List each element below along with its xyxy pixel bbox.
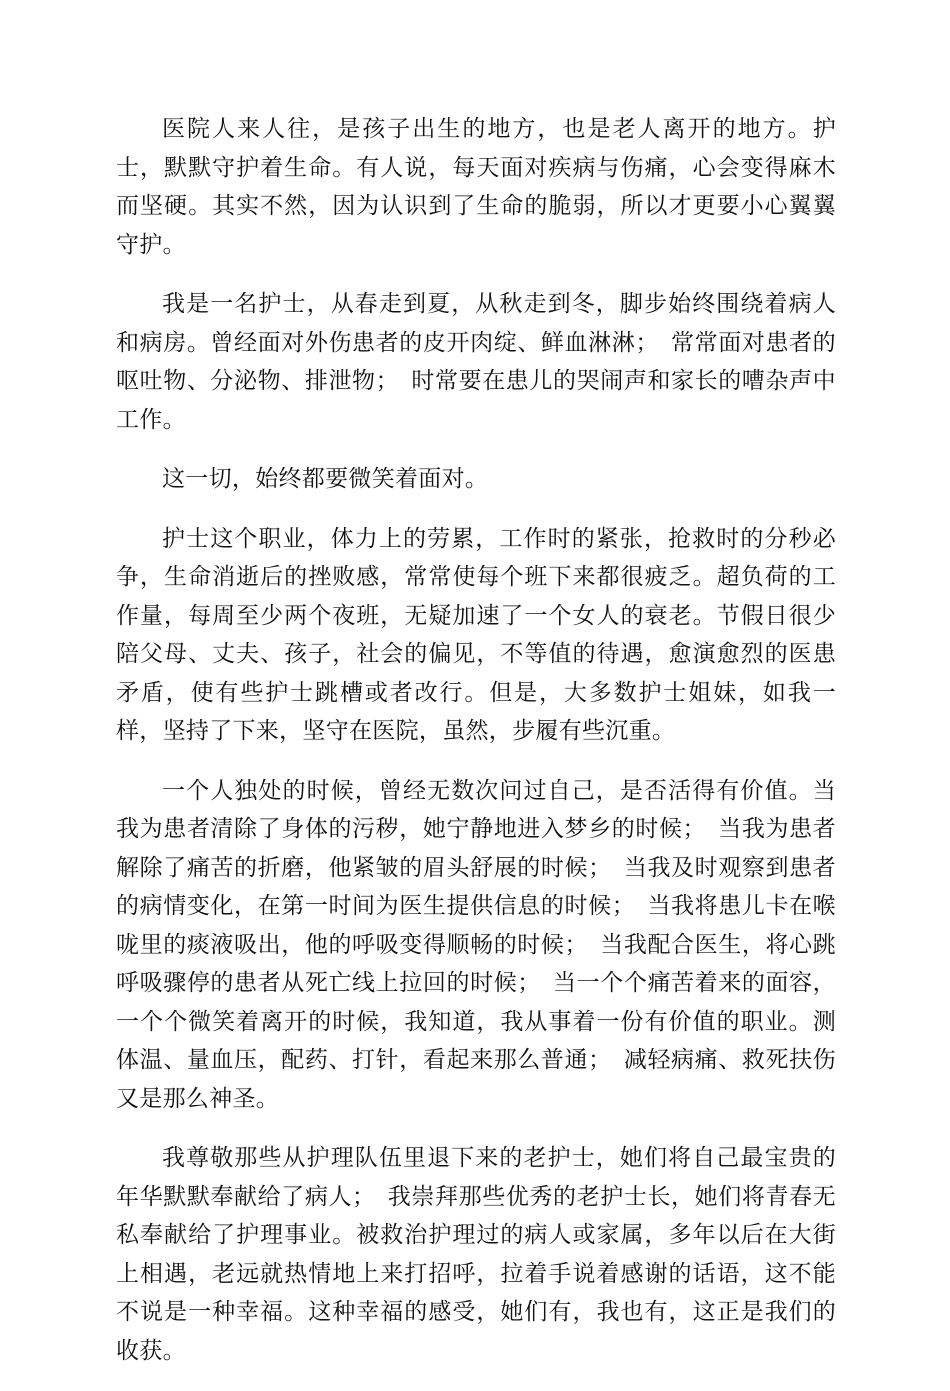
paragraph-2: 我是一名护士，从春走到夏，从秋走到冬，脚步始终围绕着病人和病房。曾经面对外伤患者的皮开肉绽、鲜血淋淋； 常常面对患者的呕吐物、分泌物、排泄物； 时常要在患儿的哭闹声和家长的嘈杂声中工作。 — [116, 291, 836, 433]
paragraph-1: 医院人来人往，是孩子出生的地方，也是老人离开的地方。护士，默默守护着生命。有人说，每天面对疾病与伤痛，心会变得麻木而坚硬。其实不然，因为认识到了生命的脆弱，所以才更要小心翼翼守护。 — [116, 116, 836, 258]
paragraph-4: 护士这个职业，体力上的劳累，工作时的紧张，抢救时的分秒必争，生命消逝后的挫败感，常常使每个班下来都很疲乏。超负荷的工作量，每周至少两个夜班，无疑加速了一个女人的衰老。节假日很少陪父母、丈夫、孩子，社会的偏见，不等值的待遇，愈演愈烈的医患矛盾，使有些护士跳槽或者改行。但是，大多数护士姐妹，如我一样，坚持了下来，坚守在医院，虽然，步履有些沉重。 — [116, 525, 836, 744]
document-body — [116, 110, 836, 1391]
paragraph-6: 我尊敬那些从护理队伍里退下来的老护士，她们将自己最宝贵的年华默默奉献给了病人； 我崇拜那些优秀的老护士长，她们将青春无私奉献给了护理事业。被救治护理过的病人或家属，多年以后在大街上相遇，老远就热情地上来打招呼，拉着手说着感谢的话语，这不能不说是一种幸福。这种幸福的感受，她们有，我也有，这正是我们的收获。 — [116, 1145, 836, 1364]
paragraph-3: 这一切，始终都要微笑着面对。 — [162, 466, 489, 492]
paragraph-5: 一个人独处的时候，曾经无数次问过自己，是否活得有价值。当我为患者清除了身体的污秽，她宁静地进入梦乡的时候； 当我为患者解除了痛苦的折磨，他紧皱的眉头舒展的时候； 当我及时观察到患者的病情变化，在第一时间为医生提供信息的时候； 当我将患儿卡在喉咙里的痰液吸出，他的呼吸变得顺畅的时候； 当我配合医生，将心跳呼吸骤停的患者从死亡线上拉回的时候； 当一个个痛苦着来的面容，一个个微笑着离开的时候，我知道，我从事着一份有价值的职业。测体温、量血压，配药、打针，看起来那么普通； 减轻病痛、救死扶伤又是那么神圣。 — [116, 777, 836, 1112]
